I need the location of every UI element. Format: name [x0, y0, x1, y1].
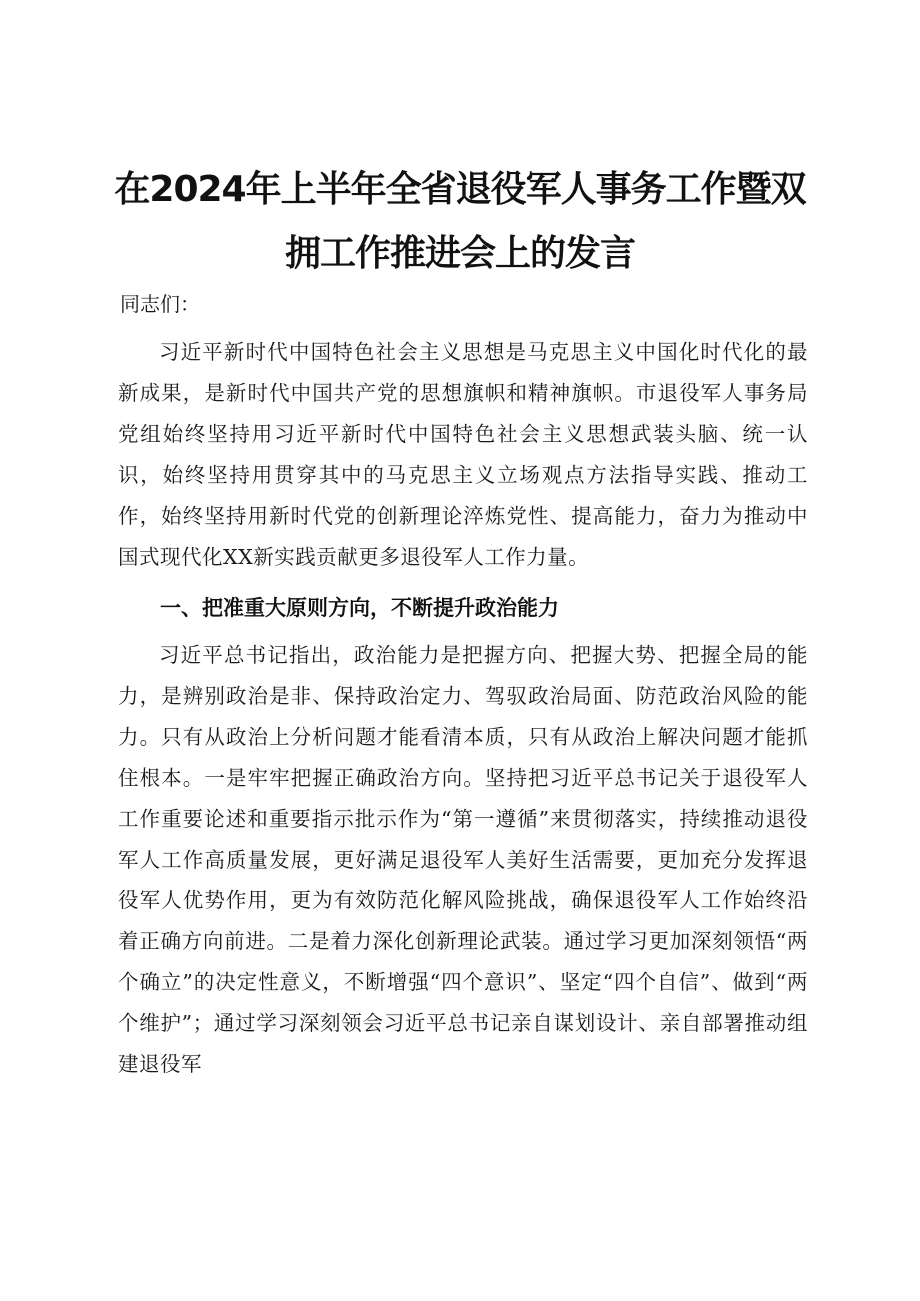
document-title-line-1: 在2024年上半年全省退役军人事务工作暨双 — [114, 169, 806, 210]
intro-paragraph: 习近平新时代中国特色社会主义思想是马克思主义中国化时代化的最新成果，是新时代中国共产党的思想旗帜和精神旗帜。市退役军人事务局党组始终坚持用习近平新时代中国特色社会主义思想武装头脑、统一认识，始终坚持用贯穿其中的马克思主义立场观点方法指导实践、推动工作，始终坚持用新时代党的创新理论淬炼党性、提高能力，奋力为推动中国式现代化XX新实践贡献更多退役军人工作力量。 — [118, 340, 808, 569]
section-1-paragraph: 习近平总书记指出，政治能力是把握方向、把握大势、把握全局的能力，是辨别政治是非、保持政治定力、驾驭政治局面、防范政治风险的能力。只有从政治上分析问题才能看清本质，只有从政治上解决问题才能抓住根本。一是牢牢把握正确政治方向。坚持把习近平总书记关于退役军人工作重要论述和重要指示批示作为“第一遵循”来贯彻落实，持续推动退役军人工作高质量发展，更好满足退役军人美好生活需要，更加充分发挥退役军人优势作用，更为有效防范化解风险挑战，确保退役军人工作始终沿着正确方向前进。二是着力深化创新理论武装。通过学习更加深刻领悟“两个确立”的决定性意义，不断增强“四个意识”、坚定“四个自信”、做到“两个维护”；通过学习深刻领会习近平总书记亲自谋划设计、亲自部署推动组建退役军 — [118, 643, 808, 1077]
document-title-line-2: 拥工作推进会上的发言 — [284, 233, 635, 274]
salutation: 同志们： — [120, 292, 200, 316]
section-heading-1: 一、把准重大原则方向，不断提升政治能力 — [160, 596, 559, 620]
